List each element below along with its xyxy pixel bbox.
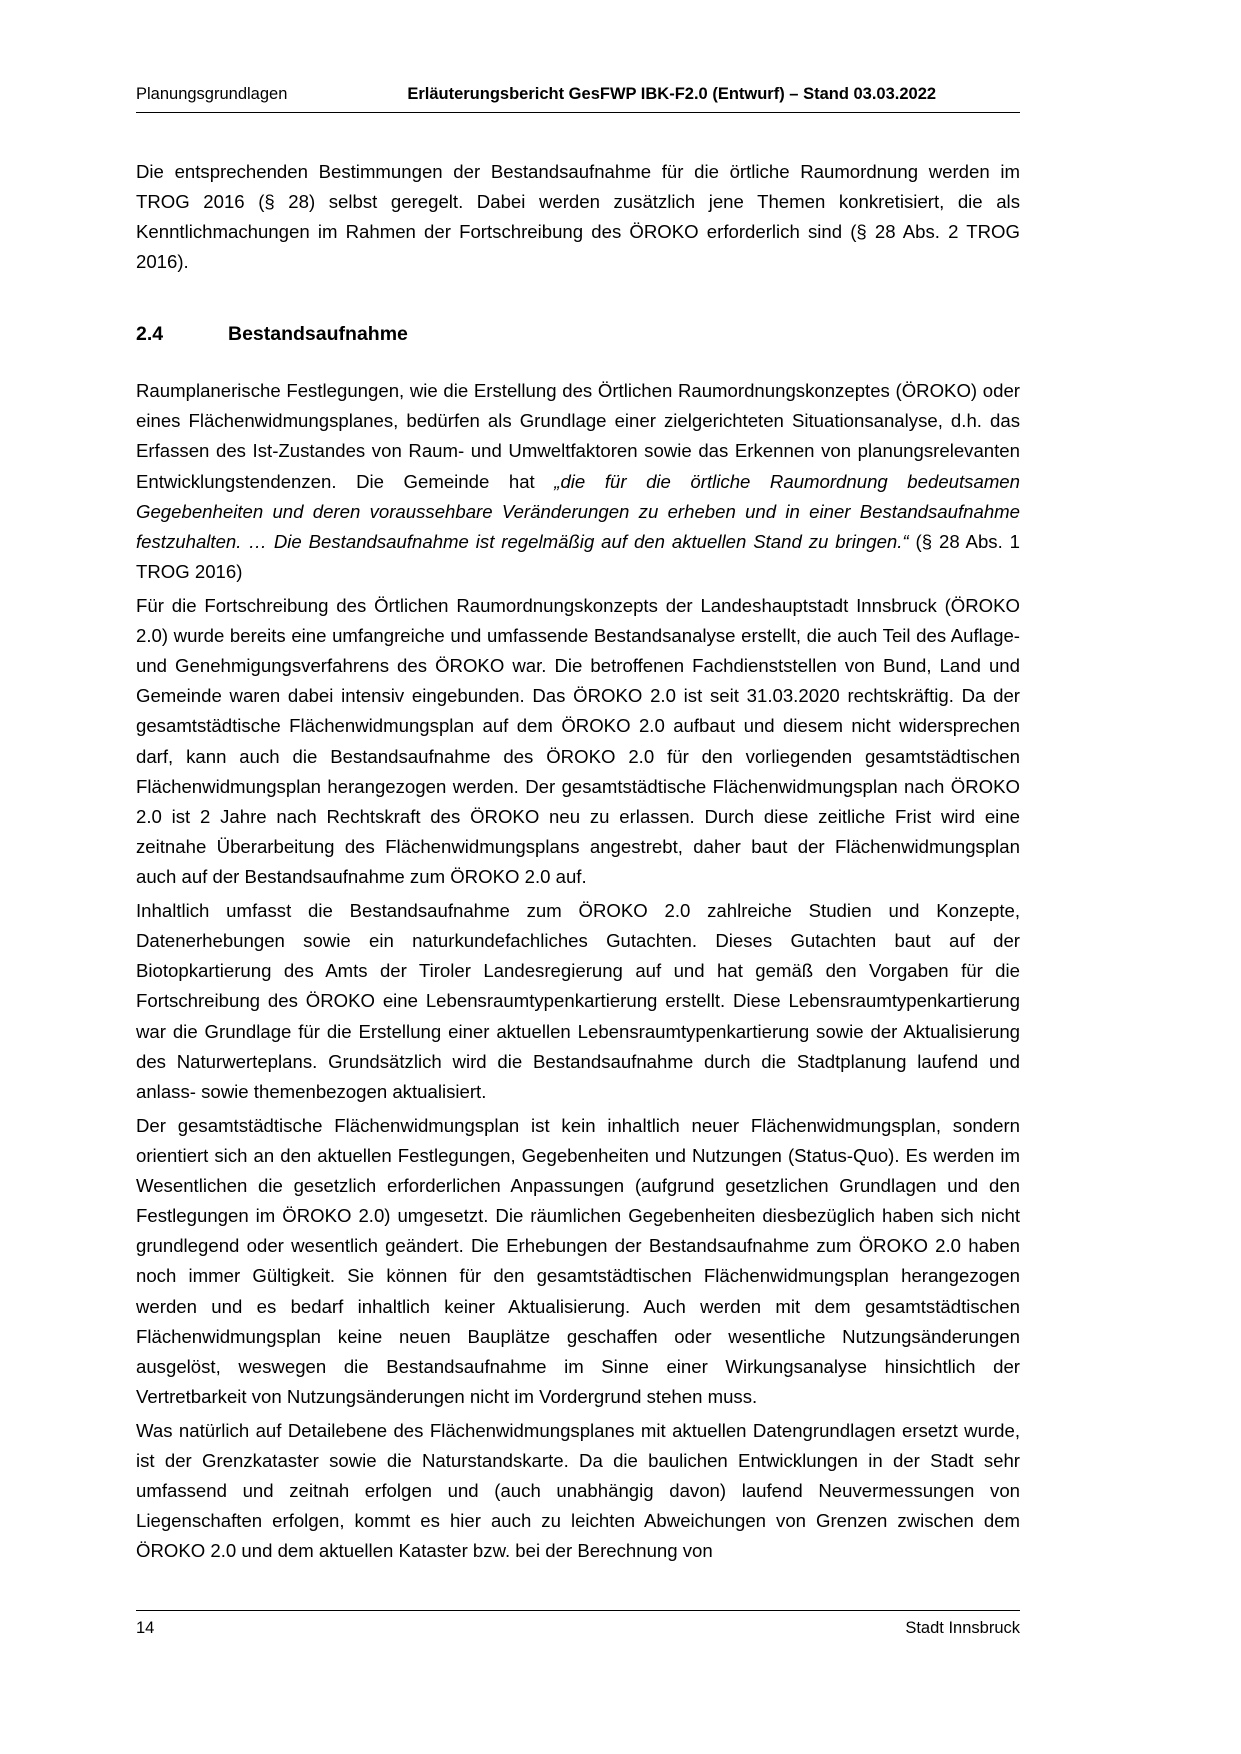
- paragraph-1-quote: „die für die örtliche Raumordnung bedeutsamen Gegebenheiten und deren voraussehbare Veränderungen zu erheben und in einer Bestandsaufnahme festzuhalten. … Die Bestandsaufnahme ist regelmäßig auf den aktuellen Stand zu bringen.“: [136, 470, 1020, 552]
- page-footer: [136, 1610, 1020, 1638]
- header-left-text: Planungsgrundlagen: [136, 85, 288, 103]
- paragraph-4: Der gesamtstädtische Flächenwidmungsplan ist kein inhaltlich neuer Flächenwidmungsplan, sondern orientiert sich an den aktuellen Festlegungen, Gegebenheiten und Nutzungen (Status-Quo). Es werden im Wesentlichen die gesetzlich erforderlichen Anpassungen (aufgrund gesetzlichen Grundlagen und den Festlegungen im ÖROKO 2.0) umgesetzt. Die räumlichen Gegebenheiten diesbezüglich haben sich nicht grundlegend oder wesentlich geändert. Die Erhebungen der Bestandsaufnahme zum ÖROKO 2.0 haben noch immer Gültigkeit. Sie können für den gesamtstädtischen Flächenwidmungsplan herangezogen werden und es bedarf inhaltlich keiner Aktualisierung. Auch werden mit dem gesamtstädtischen Flächenwidmungsplan keine neuen Bauplätze geschaffen oder wesentliche Nutzungsänderungen ausgelöst, weswegen die Bestandsaufnahme im Sinne einer Wirkungsanalyse hinsichtlich der Vertretbarkeit von Nutzungsänderungen nicht im Vordergrund stehen muss.: [136, 1114, 1020, 1407]
- paragraph-intro: Die entsprechenden Bestimmungen der Bestandsaufnahme für die örtliche Raumordnung werden im TROG 2016 (§ 28) selbst geregelt. Dabei werden zusätzlich jene Themen konkretisiert, die als Kenntlichmachungen im Rahmen der Fortschreibung des ÖROKO erforderlich sind (§ 28 Abs. 2 TROG 2016).: [136, 160, 1020, 273]
- paragraph-1: [136, 376, 1020, 587]
- page-number: 14: [136, 1619, 155, 1637]
- header-right-text: Erläuterungsbericht GesFWP IBK-F2.0 (Entwurf) – Stand 03.03.2022: [407, 85, 937, 103]
- page-header: [136, 85, 1020, 113]
- section-heading: [136, 323, 1020, 346]
- paragraph-2: Für die Fortschreibung des Örtlichen Raumordnungskonzepts der Landeshauptstadt Innsbruck (ÖROKO 2.0) wurde bereits eine umfangreiche und umfassende Bestandsanalyse erstellt, die auch Teil des Auflage- und Genehmigungsverfahrens des ÖROKO war. Die betroffenen Fachdienststellen von Bund, Land und Gemeinde waren dabei intensiv eingebunden. Das ÖROKO 2.0 ist seit 31.03.2020 rechtskräftig. Da der gesamtstädtische Flächenwidmungsplan auf dem ÖROKO 2.0 aufbaut und diesem nicht widersprechen darf, kann auch die Bestandsaufnahme des ÖROKO 2.0 für den vorliegenden gesamtstädtischen Flächenwidmungsplan herangezogen werden. Der gesamtstädtische Flächenwidmungsplan nach ÖROKO 2.0 ist 2 Jahre nach Rechtskraft des ÖROKO neu zu erlassen. Durch diese zeitliche Frist wird eine zeitnahe Überarbeitung des Flächenwidmungsplans angestrebt, daher baut der Flächenwidmungsplan auch auf der Bestandsaufnahme zum ÖROKO 2.0 auf.: [136, 595, 1020, 887]
- paragraph-1-citation: (§ 28 Abs. 1 TROG 2016): [136, 530, 1020, 582]
- body-text: [136, 157, 1020, 1567]
- paragraph-3: Inhaltlich umfasst die Bestandsaufnahme zum ÖROKO 2.0 zahlreiche Studien und Konzepte, Datenerhebungen sowie ein naturkundefachliches Gutachten. Dieses Gutachten baut auf der Biotopkartierung des Amts der Tiroler Landesregierung auf und hat gemäß den Vorgaben für die Fortschreibung des ÖROKO eine Lebensraumtypenkartierung erstellt. Diese Lebensraumtypenkartierung war die Grundlage für die Erstellung einer aktuellen Lebensraumtypenkartierung sowie der Aktualisierung des Naturwerteplans. Grundsätzlich wird die Bestandsaufnahme durch die Stadtplanung laufend und anlass- sowie themenbezogen aktualisiert.: [136, 900, 1020, 1102]
- section-title: Bestandsaufnahme: [228, 323, 408, 346]
- paragraph-5: Was natürlich auf Detailebene des Flächenwidmungsplanes mit aktuellen Datengrundlagen ersetzt wurde, ist der Grenzkataster sowie die Naturstandskarte. Da die baulichen Entwicklungen in der Stadt sehr umfassend und zeitnah erfolgen und (auch unabhängig davon) laufend Neuvermessungen von Liegenschaften erfolgen, kommt es hier auch zu leichten Abweichungen von Grenzen zwischen dem ÖROKO 2.0 und dem aktuellen Kataster bzw. bei der Berechnung von: [136, 1419, 1020, 1562]
- page-content: [136, 85, 1020, 1567]
- footer-organisation: Stadt Innsbruck: [905, 1619, 1020, 1637]
- paragraph-1-lead: Raumplanerische Festlegungen, wie die Erstellung des Örtlichen Raumordnungskonzeptes (ÖROKO) oder eines Flächenwidmungsplanes, bedürfen als Grundlage einer zielgerichteten Situationsanalyse, d.h. das Erfassen des Ist-Zustandes von Raum- und Umweltfaktoren sowie das Erkennen von planungsrelevanten Entwicklungstendenzen. Die Gemeinde hat: [136, 380, 1020, 492]
- section-number: 2.4: [136, 323, 164, 346]
